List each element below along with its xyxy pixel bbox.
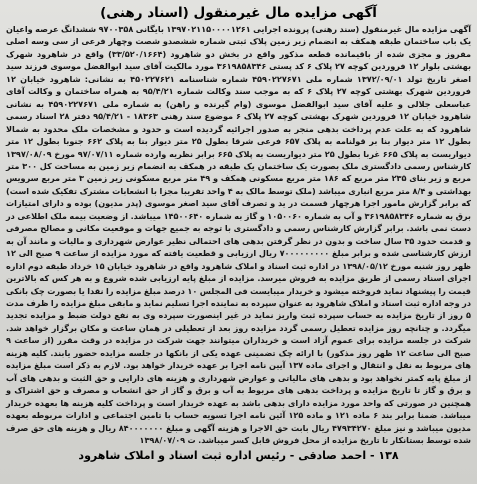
notice-signature: ۱۳۸ - احمد صادقی - رئیس اداره ثبت اسناد و املاک شاهرود xyxy=(78,448,399,462)
notice-title: آگهی مزایده مال غیرمنقول (اسناد رهنی) xyxy=(100,5,377,21)
notice-body: آگهی مزایده مال غیرمنقول (سند رهنی) پرونده اجرایی ۱۳۹۷۰۲۱۱۵۰۰۰۰۱۲۶۱ بایگانی ۹۷۰۰۳۵۸ ششدانگ عرصه واعیان یک باب ساختمان طبقه همکف به انضمام زیر زمین پلاک ثبتی شماره ششصدو شصت وچهار فرعی از سی وسه اصلی مفروز و مجزی شده از باقیمانده قطعه مذکور واقع در بخش دو شاهرود (۳۳/۵۲۰/۱۶۶۴) واقع در شاهرود شهرک بهشتی بلوار ۱۲ فروردین کوچه ۲۷ پلاک ۶ کد پستی ۳۶۱۹۸۵۸۳۴۶ مورد مالکیت آقای سید ابوالفضل موسوی فرزند سید اصغر تاریخ تولد ۱۳۷۲/۰۹/۰۱ شماره ملی ۴۵۹۰۲۲۷۶۷۱ شماره شناسنامه ۴۵۰۲۲۷۶۲۱ به نشانی: شاهرود خیابان ۱۲ فروردین شهرک بهشتی کوچه ۲۷ پلاک ۶ که به موجب سند وکالت شماره ۹۵/۴/۲۱ به همراه ساختمان و وکالت آقای عباسعلی جلالی و علیه آقای سید ابوالفضل موسوی (وام گیرنده و راهن) به شماره ملی ۴۵۹۰۲۲۷۶۷۱ به نشانی شاهرود خیابان ۱۲ فروردین شهرک بهشتی کوچه ۲۷ پلاک ۶ موضوع سند رهنی ۱۸۳۶۳ - ۹۵/۴/۲۱ دفتر ۲۸ اسناد رسمی شاهرود که به علت عدم پرداخت بدهی منجر به صدور اجرائیه گردیده است و حدود و مشخصات ملک محدود به شمالا بطول ۱۲ متر دیوار بنا بر قولنامه به پلاک ۶۵۷ فرعی شرقا بطول ۲۵ متر دیوار بنا به پلاک ۶۶۲ جنوبا بطول ۱۲ متر دیواریست به پلاک ۶۶۵ غربا بطول ۲۵ متر دیواریست به پلاک ۶۶۵ برابر نظریه وارده شماره ۹۷/۰۷/۱۱ مورخ ۱۳۹۷/۰۸/۰۹ کارشناس رسمی دادگستری ملک بصورت یک ساختمان یک طبقه در همکف به انضمام زیر زمین به مساحت کل ۳۰۰ متر مربع و زیر بنای ۲۳۵ متر مربع که ۱۸۶ متر مربع مسکونی همکف و ۴۹ متر مربع مسکونی زیر زمین ۳ متر مربع سرویس بهداشتی و ۸/۴ متر مربع انباری میباشد (ملک توسط مالک به ۴ واحد تقریبا مجزا با انشعابات مشترک تفکیک شده است) که برابر گزارش مامور اجرا هرچهار قسمت در ید و تصرف آقای سید اصغر موسوی (پدر مدیون) بوده و دارای امتیازات برق به شماره ۳۶۱۹۸۵۸۳۴۶ و آب به شماره ۱۰۵۰۰۶۰ و گاز به شماره ۱۴۵۰۰۶۴۰ میباشد. از وضعیت بیمه ملک اطلاعی در دست نمی باشد. برابر گزارش کارشناس رسمی و دادگستری با توجه به جمیع جهات و موقعیت مکانی و مصالح مصرفی و قدمت حدود ۳۵ سال ساخت و بدون در نظر گرفتن بدهی های احتمالی نظیر عوارض شهرداری و مالیات و مانند آن به ارزش کارشناسی شده و برابر مبلغ ۷۰۰۰۰۰۰۰۰۰ ریال ارزیابی و قطعیت یافته که مورد مزایده از ساعت ۹ صبح الی ۱۲ ظهر روز شنبه مورخ ۱۳۹۸/۰۵/۱۲ در اداره ثبت اسناد و املاک شاهرود واقع در شاهرود خیابان ۱۵ خرداد طبقه دوم اداره اجرای اسناد رسمی از طریق مزایده به فروش میرسد. مزایده از مبلغ پایه ارزیابی شده شروع و به هر کس که بالاترین قیمت را پیشنهاد نماید فروخته میشود و خریدار میبایست فی المجلس ۱۰ درصد مبلغ مزایده را نقدا یا بصورت چک بانکی در وجه اداره ثبت اسناد و املاک شاهرود به عنوان سپرده به نماینده اجرا تسلیم نماید و مابقی مبلغ مزایده را ظرف مدت ۵ روز از تاریخ مزایده به حساب سپرده ثبت واریز نماید در غیر اینصورت سپرده وی به نفع دولت ضبط و مزایده تجدید میگردد. و چنانچه روز مزایده تعطیل رسمی گردد مزایده روز بعد از تعطیلی در همان ساعت و مکان برگزار خواهد شد. شرکت در جلسه مزایده برای عموم آزاد است و خریداران میتوانند جهت شرکت در مزایده در وقت مقرر (از ساعت ۹ صبح الی ساعت ۱۲ ظهر روز مذکور) با ارائه چک تضمینی عهده یکی از بانکها در جلسه مزایده حضور یابند. کلیه هزینه های مربوط به نقل و انتقال و اجرای ماده ۱۳۷ آیین نامه اجرا بر عهده خریدار خواهد بود. لازم به ذکر است مبلغ مزایده از مبلغ پایه کمتر نخواهد بود و بدهی های مالیاتی و عوارض شهرداری و هزینه های دارایی و حق الثبت و بدهی های آب و برق و گاز تا تاریخ مزایده و پرداخت بدهی های مربوط به آب و برق و گاز از حق انشعاب و مصرف و حق اشتراک و همچنین در صورتی که واحد مورد مزایده دارای بدهی باشد به عهده خریدار است و پرداخت کلیه هزینه ها بعهده خریدار میباشد. ضمنا برابر بند ۶ ماده ۱۲۱ و ماده ۱۲۵ آئین نامه اجرا تسویه حساب با تامین اجتماعی و ادارات مربوطه بعهده مدیون میباشد و نیز مبلغ ۴۷۹۳۴۲۷۰ ریال بابت حق الاجرا و هزینه آگهی و مبلغ ۸۴۰۰۰۰۰۰۰ ریال و هزینه های حق صرف شده توسط بستانکار تا تاریخ مزایده از محل فروش قابل کسر میباشد. ت ۱۳۹۸/۰۷/۰۹ xyxy=(6,24,472,445)
notice-footer xyxy=(6,447,471,463)
notice-header xyxy=(6,4,471,22)
